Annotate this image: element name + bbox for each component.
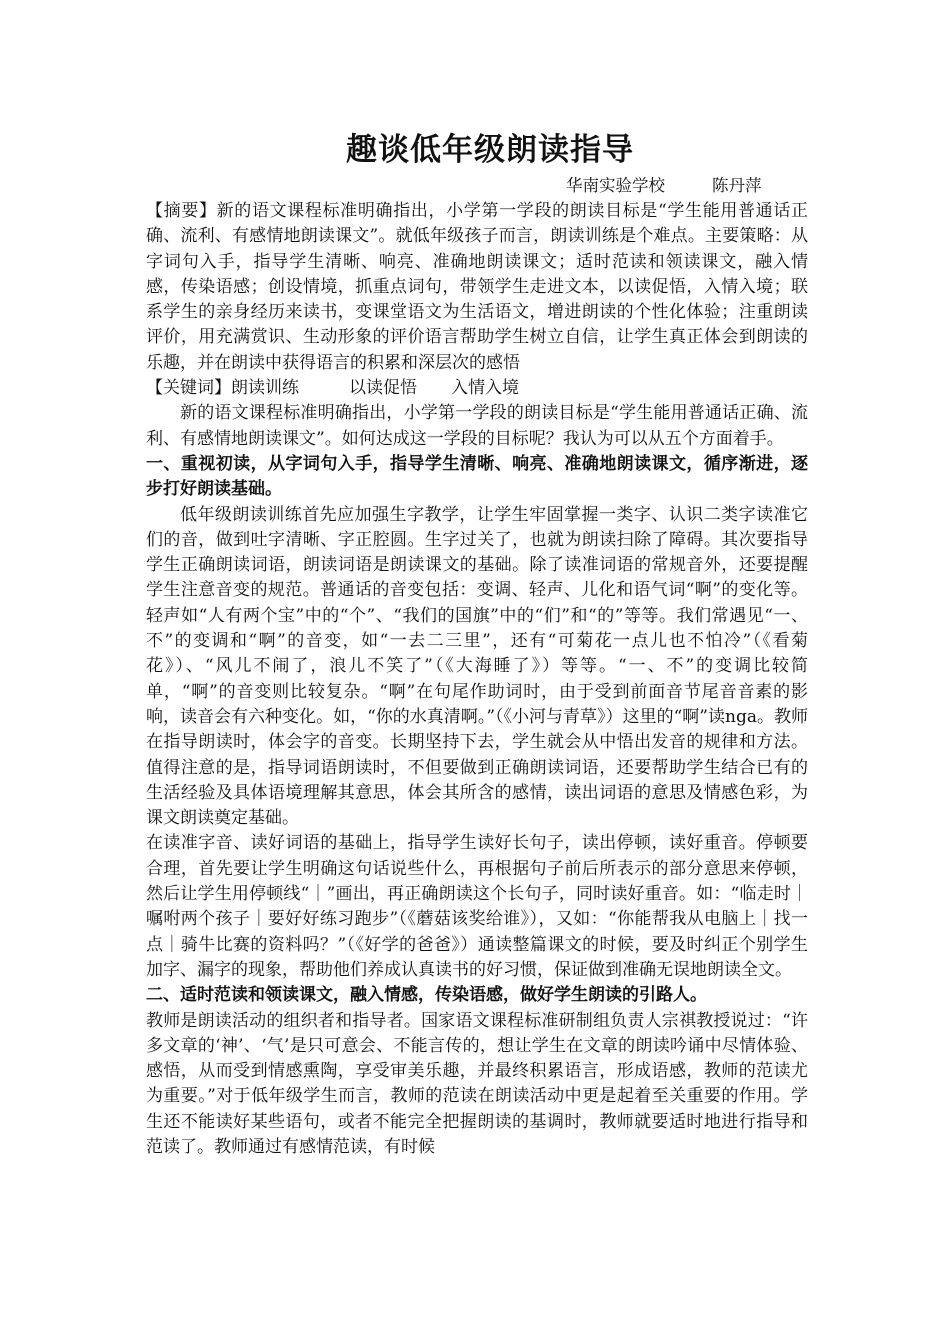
school-name: 华南实验学校 <box>566 176 665 195</box>
abstract-paragraph: 【摘要】新的语文课程标准明确指出，小学第一学段的朗读目标是“学生能用普通话正确、流利、有感情地朗读课文”。就低年级孩子而言，朗读训练是个难点。主要策略：从字词句入手，指导学生清晰、响亮、准确地朗读课文；适时范读和领读课文，融入情感，传染语感；创设情境，抓重点词句，带领学生走进文本，以读促悟，入情入境；联系学生的亲身经历来读书，变课堂语文为生活语文，增进朗读的个性化体验；注重朗读评价，用充满赏识、生动形象的评价语言帮助学生树立自信，让学生真正体会到朗读的乐趣，并在朗读中获得语言的积累和深层次的感悟 <box>146 201 808 373</box>
body-paragraph: 在读准字音、读好词语的基础上，指导学生读好长句子，读出停顿，读好重音。停顿要合理，首先要让学生明确这句话说些什么，再根据句子前后所表示的部分意思来停顿，然后让学生用停顿线“｜”画出，再正确朗读这个长句子，同时读好重音。如：“临走时｜嘱咐两个孩子｜要好好练习跑步”（《蘑菇该奖给谁》），又如：“你能帮我从电脑上｜找一点｜骑牛比赛的资料吗？”（《好学的爸爸》）通读整篇课文的时候，要及时纠正个别学生加字、漏字的现象，帮助他们养成认真读书的好习惯，保证做到准确无误地朗读全文。 <box>146 833 808 980</box>
body-paragraph: 低年级朗读训练首先应加强生字教学，让学生牢固掌握一类字、认识二类字读准它们的音，做到吐字清晰、字正腔圆。生字过关了，也就为朗读扫除了障碍。其次要指导学生正确朗读词语，朗读词语是朗读课文的基础。除了读准词语的常规音外，还要提醒学生注意音变的规范。普通话的音变包括：变调、轻声、儿化和语气词“啊”的变化等。轻声如“人有两个宝”中的“个”、“我们的国旗”中的“们”和“的”等等。我们常遇见“一、不”的变调和“啊”的音变，如“一去二三里”，还有“可菊花一点儿也不怕冷”（《看菊花》）、“风儿不闹了，浪儿不笑了”（《大海睡了》）等等。“一、不”的变调比较简单，“啊”的音变则比较复杂。“啊”在句尾作助词时，由于受到前面音节尾音音素的影响，读音会有六种变化。如，“你的水真清啊。”（《小河与青草》）这里的“啊”读nga。教师在指导朗读时，体会字的音变。长期坚持下去，学生就会从中悟出发音的规律和方法。值得注意的是，指导词语朗读时，不但要做到正确朗读词语，还要帮助学生结合已有的生活经验及具体语境理解其意思，体会其所含的感情，读出词语的意思及情感色彩，为课文朗读奠定基础。 <box>146 504 808 829</box>
keywords-line <box>146 376 808 401</box>
document-body <box>146 199 808 1160</box>
body-paragraph: 教师是朗读活动的组织者和指导者。国家语文课程标准研制组负责人宗祺教授说过：“许多文章的‘神’、‘气’是只可意会、不能言传的，想让学生在文章的朗读吟诵中尽情体验、感悟，从而受到情感熏陶，享受审美乐趣，并最终积累语言，形成语感，教师的范读尤为重要。”对于低年级学生而言，教师的范读在朗读活动中更是起着至关重要的作用。学生还不能读好某些语句，或者不能完全把握朗读的基调时，教师就要适时地进行指导和范读了。教师通过有感情范读，有时候 <box>146 1010 808 1157</box>
author-name: 陈丹萍 <box>712 176 762 195</box>
intro-paragraph: 新的语文课程标准明确指出，小学第一学段的朗读目标是“学生能用普通话正确、流利、有感情地朗读课文”。如何达成这一学段的目标呢？我认为可以从五个方面着手。 <box>146 403 808 449</box>
keyword-item: 以读促悟 <box>349 378 417 399</box>
section-heading: 一、重视初读，从字词句入手，指导学生清晰、响亮、准确地朗读课文，循序渐进，逐步打好朗读基础。 <box>146 453 808 500</box>
keywords-label: 【关键词】朗读训练 <box>146 378 299 399</box>
section-heading: 二、适时范读和领读课文，融入情感，传染语感，做好学生朗读的引路人。 <box>146 985 707 1006</box>
keyword-item: 入情入境 <box>451 378 519 399</box>
document-title: 趣谈低年级朗读指导 <box>346 132 634 168</box>
byline <box>566 174 762 198</box>
